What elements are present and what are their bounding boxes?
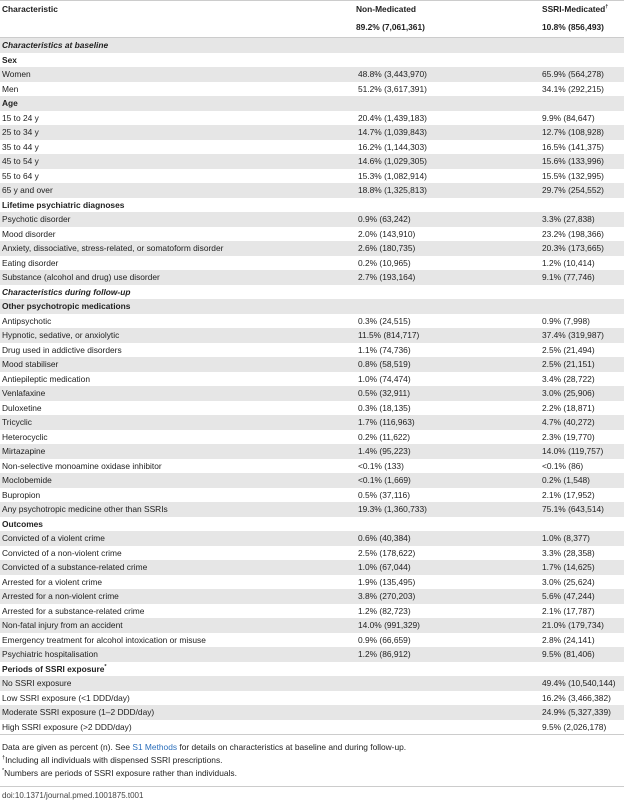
footnote-text-3: Numbers are periods of SSRI exposure rather than individuals. [4, 768, 237, 778]
row-label [0, 314, 354, 329]
table-row [0, 647, 624, 662]
ssri-medicated-value: 23.2% (198,366) [542, 228, 604, 239]
row-label [0, 372, 354, 387]
total-non-medicated: 89.2% (7,061,361) [354, 18, 540, 38]
ssri-medicated-value: 75.1% (643,514) [540, 502, 624, 517]
ssri-medicated-value: 0.2% (1,548) [540, 473, 624, 488]
row-label [0, 401, 354, 416]
header-ssri-label: SSRI-Medicated [542, 4, 606, 15]
table-row [0, 241, 624, 256]
table-row [0, 328, 624, 343]
ssri-medicated-value: 9.9% (84,647) [542, 112, 595, 123]
row-label [0, 459, 354, 474]
table-row [0, 67, 624, 82]
row-label-text: Emergency treatment for alcohol intoxication or misuse [2, 634, 206, 645]
header-characteristic: Characteristic [0, 1, 354, 19]
non-medicated-value: <0.1% (133) [358, 460, 404, 471]
ssri-medicated-value: 24.9% (5,327,339) [540, 705, 624, 720]
row-label-text: Psychotic disorder [2, 214, 71, 225]
ssri-medicated-value: 37.4% (319,987) [540, 328, 624, 343]
asterisk-mark: * [2, 768, 5, 775]
table-row [0, 227, 624, 242]
row-label [0, 328, 354, 343]
row-label-text: Anxiety, dissociative, stress-related, or somatoform disorder [2, 243, 224, 254]
row-label-text: Duloxetine [2, 402, 42, 413]
row-label [0, 444, 354, 459]
row-label [0, 386, 354, 401]
ssri-medicated-value: 14.0% (119,757) [540, 444, 624, 459]
non-medicated-value: 0.3% (18,135) [358, 402, 411, 413]
non-medicated-value: 0.6% (40,384) [354, 531, 540, 546]
ssri-medicated-value: 16.2% (3,466,382) [542, 692, 611, 703]
dagger-mark: † [2, 755, 6, 762]
footnote-text-1b: for details on characteristics at baseline and during follow-up. [177, 742, 407, 752]
non-medicated-value: 0.3% (24,515) [358, 315, 411, 326]
row-label [0, 183, 354, 198]
non-medicated-value: 14.6% (1,029,305) [354, 154, 540, 169]
table-row [0, 140, 624, 155]
doi-text[interactable]: doi:10.1371/journal.pmed.1001875.t001 [2, 791, 144, 800]
row-label-text: Arrested for a non-violent crime [2, 591, 119, 602]
non-medicated-value: 14.7% (1,039,843) [354, 125, 540, 140]
non-medicated-value [354, 676, 540, 691]
row-label [0, 618, 354, 633]
table-row [0, 314, 624, 329]
ssri-medicated-value: 3.3% (27,838) [540, 212, 624, 227]
ssri-medicated-value: 2.1% (17,787) [542, 605, 595, 616]
subhead-row [0, 662, 624, 677]
ssri-medicated-value: 2.8% (24,141) [542, 634, 595, 645]
row-label [0, 575, 354, 590]
row-label [0, 96, 354, 111]
row-label-text: Bupropion [2, 489, 41, 500]
row-label [0, 430, 354, 445]
non-medicated-value: 48.8% (3,443,970) [354, 67, 540, 82]
ssri-medicated-value: 9.5% (2,026,178) [540, 720, 624, 735]
table-row [0, 546, 624, 561]
row-label-text: Antipsychotic [2, 315, 52, 326]
row-label-text: Psychiatric hospitalisation [2, 649, 98, 660]
non-medicated-value: 51.2% (3,617,391) [358, 83, 427, 94]
row-label [0, 691, 354, 706]
non-medicated-value: 2.0% (143,910) [358, 228, 416, 239]
row-label-text: Convicted of a violent crime [2, 533, 105, 544]
row-label [0, 154, 354, 169]
non-medicated-value [354, 285, 540, 300]
row-label-text: Any psychotropic medicine other than SSRIs [2, 504, 168, 515]
row-label-text: Drug used in addictive disorders [2, 344, 122, 355]
row-label-text: 65 y and over [2, 185, 53, 196]
ssri-medicated-value: 21.0% (179,734) [540, 618, 624, 633]
ssri-medicated-value: 1.2% (10,414) [542, 257, 595, 268]
non-medicated-value: 18.8% (1,325,813) [354, 183, 540, 198]
table-row [0, 82, 624, 97]
section-row [0, 285, 624, 300]
row-label [0, 82, 354, 97]
row-label-text: Venlafaxine [2, 388, 46, 399]
row-label [0, 38, 354, 53]
non-medicated-value: 3.8% (270,203) [354, 589, 540, 604]
row-label-text: Substance (alcohol and drug) use disorder [2, 272, 160, 283]
ssri-medicated-value: 65.9% (564,278) [540, 67, 624, 82]
non-medicated-value: 0.9% (66,659) [358, 634, 411, 645]
ssri-medicated-value: 20.3% (173,665) [540, 241, 624, 256]
ssri-medicated-value: 2.3% (19,770) [542, 431, 595, 442]
row-label-text: Mood stabiliser [2, 359, 59, 370]
row-label-text: Men [2, 83, 19, 94]
row-label [0, 488, 354, 503]
row-label-text: Arrested for a violent crime [2, 576, 103, 587]
non-medicated-value: 1.1% (74,736) [358, 344, 411, 355]
ssri-medicated-value [540, 517, 624, 532]
row-label [0, 531, 354, 546]
row-label-text: Characteristics during follow-up [2, 286, 131, 297]
table-row [0, 444, 624, 459]
row-label [0, 198, 354, 213]
row-label-text: Age [2, 98, 18, 109]
non-medicated-value: 2.7% (193,164) [354, 270, 540, 285]
row-label [0, 169, 354, 184]
ssri-medicated-value: 3.0% (25,624) [542, 576, 595, 587]
ssri-medicated-value: 1.7% (14,625) [540, 560, 624, 575]
table-row [0, 575, 624, 590]
row-label [0, 633, 354, 648]
table-row [0, 589, 624, 604]
table-row [0, 343, 624, 358]
ssri-medicated-value: 0.9% (7,998) [542, 315, 590, 326]
non-medicated-value: 2.5% (178,622) [358, 547, 416, 558]
table-row [0, 256, 624, 271]
table-row [0, 459, 624, 474]
row-label-text: Convicted of a substance-related crime [2, 562, 148, 573]
table-row [0, 531, 624, 546]
table-row [0, 618, 624, 633]
non-medicated-value: 0.8% (58,519) [354, 357, 540, 372]
row-label [0, 720, 354, 735]
row-label-text: Hypnotic, sedative, or anxiolytic [2, 330, 120, 341]
row-label [0, 53, 354, 68]
non-medicated-value [354, 53, 540, 68]
row-label-text: 45 to 54 y [2, 156, 39, 167]
row-label [0, 705, 354, 720]
ssri-medicated-value: 9.5% (81,406) [540, 647, 624, 662]
row-label-text: Mood disorder [2, 228, 56, 239]
row-label-text: Non-fatal injury from an accident [2, 620, 123, 631]
table-row [0, 415, 624, 430]
row-label-text: 35 to 44 y [2, 141, 39, 152]
row-label-text: Characteristics at baseline [2, 40, 109, 51]
row-label [0, 299, 354, 314]
table-row [0, 401, 624, 416]
ssri-medicated-value: 49.4% (10,540,144) [540, 676, 624, 691]
non-medicated-value [354, 691, 540, 706]
table-header-row [0, 1, 624, 19]
table-row [0, 502, 624, 517]
subhead-row [0, 96, 624, 111]
table-row [0, 386, 624, 401]
header-dagger-mark: † [605, 4, 609, 11]
header-non-medicated: Non-Medicated [354, 1, 540, 19]
row-label-text: Women [2, 69, 31, 80]
ssri-medicated-value [540, 299, 624, 314]
row-label-text: Convicted of a non-violent crime [2, 547, 122, 558]
table-row [0, 169, 624, 184]
ssri-medicated-value: 1.0% (8,377) [540, 531, 624, 546]
subhead-row [0, 198, 624, 213]
non-medicated-value: 0.9% (63,242) [354, 212, 540, 227]
row-label-text: Non-selective monoamine oxidase inhibitor [2, 460, 162, 471]
table-row [0, 691, 624, 706]
table-row [0, 604, 624, 619]
row-label [0, 604, 354, 619]
row-label-text: 15 to 24 y [2, 112, 39, 123]
table-row [0, 430, 624, 445]
table-footnotes [2, 743, 406, 782]
subhead-row [0, 299, 624, 314]
non-medicated-value: 2.6% (180,735) [354, 241, 540, 256]
row-label [0, 647, 354, 662]
row-label [0, 343, 354, 358]
ssri-medicated-value [540, 96, 624, 111]
ssri-medicated-value [540, 285, 624, 300]
footnote-asterisk [2, 769, 406, 782]
non-medicated-value [354, 705, 540, 720]
total-ssri-medicated: 10.8% (856,493) [540, 18, 624, 38]
row-label-text: High SSRI exposure (>2 DDD/day) [2, 721, 132, 732]
ssri-medicated-value: 3.0% (25,906) [540, 386, 624, 401]
table-row [0, 560, 624, 575]
row-label-text: Moclobemide [2, 475, 52, 486]
row-label [0, 67, 354, 82]
row-label-text: Low SSRI exposure (<1 DDD/day) [2, 692, 130, 703]
non-medicated-value: 1.4% (95,223) [354, 444, 540, 459]
table-row [0, 270, 624, 285]
non-medicated-value: 1.7% (116,963) [354, 415, 540, 430]
non-medicated-value: <0.1% (1,669) [354, 473, 540, 488]
row-label [0, 140, 354, 155]
non-medicated-value: 0.5% (37,116) [358, 489, 410, 500]
table-row [0, 676, 624, 691]
non-medicated-value: 1.2% (86,912) [354, 647, 540, 662]
ssri-medicated-value: 15.5% (132,995) [542, 170, 604, 181]
ssri-medicated-value: 2.5% (21,494) [542, 344, 595, 355]
footnote-text-1a: Data are given as percent (n). See [2, 742, 133, 752]
ssri-medicated-value: 3.3% (28,358) [542, 547, 595, 558]
ssri-medicated-value: 9.1% (77,746) [540, 270, 624, 285]
ssri-medicated-value: 3.4% (28,722) [542, 373, 595, 384]
ssri-medicated-value: 2.2% (18,871) [542, 402, 595, 413]
ssri-medicated-value: 34.1% (292,215) [542, 83, 604, 94]
doi-line [0, 786, 624, 800]
non-medicated-value: 20.4% (1,439,183) [358, 112, 427, 123]
row-label [0, 517, 354, 532]
row-label [0, 589, 354, 604]
row-label [0, 212, 354, 227]
table-row [0, 372, 624, 387]
non-medicated-value: 0.2% (10,965) [358, 257, 411, 268]
row-label-text: No SSRI exposure [2, 678, 72, 689]
ssri-medicated-value [540, 662, 624, 677]
row-label [0, 546, 354, 561]
table-row [0, 125, 624, 140]
row-footnote-mark: * [104, 663, 107, 670]
ssri-medicated-value: 4.7% (40,272) [540, 415, 624, 430]
row-label [0, 270, 354, 285]
non-medicated-value: 1.9% (135,495) [358, 576, 416, 587]
subhead-row [0, 517, 624, 532]
table-row [0, 633, 624, 648]
row-label [0, 357, 354, 372]
non-medicated-value [354, 299, 540, 314]
row-label-text: Other psychotropic medications [2, 301, 131, 312]
row-label-text: Heterocyclic [2, 431, 48, 442]
non-medicated-value: 0.2% (11,622) [358, 431, 410, 442]
table-row [0, 183, 624, 198]
ssri-medicated-value: 29.7% (254,552) [540, 183, 624, 198]
ssri-medicated-value [540, 198, 624, 213]
ssri-medicated-value: 2.5% (21,151) [540, 357, 624, 372]
row-label [0, 241, 354, 256]
section-row [0, 38, 624, 53]
row-label [0, 560, 354, 575]
non-medicated-value [354, 38, 540, 53]
row-label [0, 285, 354, 300]
subhead-row [0, 53, 624, 68]
table-row [0, 705, 624, 720]
non-medicated-value: 1.2% (82,723) [358, 605, 411, 616]
non-medicated-value: 1.0% (67,044) [354, 560, 540, 575]
table-body [0, 38, 624, 735]
ssri-medicated-value: 5.6% (47,244) [540, 589, 624, 604]
non-medicated-value [354, 96, 540, 111]
non-medicated-value: 14.0% (991,329) [354, 618, 540, 633]
row-label [0, 111, 354, 126]
row-label-text: Outcomes [2, 518, 43, 529]
table-row [0, 111, 624, 126]
non-medicated-value [354, 720, 540, 735]
row-label [0, 256, 354, 271]
row-label-text: Lifetime psychiatric diagnoses [2, 199, 125, 210]
row-label-text: 55 to 64 y [2, 170, 39, 181]
ssri-medicated-value: 16.5% (141,375) [542, 141, 604, 152]
non-medicated-value [354, 662, 540, 677]
non-medicated-value: 19.3% (1,360,733) [354, 502, 540, 517]
row-label-text: Mirtazapine [2, 446, 46, 457]
ssri-medicated-value: 12.7% (108,928) [540, 125, 624, 140]
non-medicated-value: 15.3% (1,082,914) [358, 170, 427, 181]
row-label-text: Antiepileptic medication [2, 373, 90, 384]
ssri-medicated-value [540, 38, 624, 53]
row-label-text: Eating disorder [2, 257, 59, 268]
non-medicated-value: 1.0% (74,474) [358, 373, 411, 384]
row-label-text: Arrested for a substance-related crime [2, 605, 145, 616]
row-label [0, 415, 354, 430]
header-ssri-medicated [540, 1, 624, 19]
ssri-medicated-value: <0.1% (86) [542, 460, 584, 471]
row-label-text: Tricyclic [2, 417, 32, 428]
row-label [0, 662, 354, 677]
ssri-medicated-value: 2.1% (17,952) [542, 489, 595, 500]
table-totals-row [0, 18, 624, 38]
non-medicated-value: 0.5% (32,911) [354, 386, 540, 401]
ssri-medicated-value: 15.6% (133,996) [540, 154, 624, 169]
non-medicated-value: 11.5% (814,717) [354, 328, 540, 343]
row-label [0, 676, 354, 691]
non-medicated-value [354, 198, 540, 213]
non-medicated-value [354, 517, 540, 532]
table-row [0, 473, 624, 488]
table-row [0, 357, 624, 372]
row-label [0, 502, 354, 517]
row-label-text: 25 to 34 y [2, 127, 39, 138]
table-row [0, 154, 624, 169]
row-label-text: Sex [2, 54, 17, 65]
row-label-text: Moderate SSRI exposure (1–2 DDD/day) [2, 707, 155, 718]
table-row [0, 720, 624, 735]
table-row [0, 212, 624, 227]
s1-methods-link[interactable]: S1 Methods [132, 742, 178, 752]
totals-empty [0, 18, 354, 38]
footnote-text-2: Including all individuals with dispensed SSRI prescriptions. [5, 755, 223, 765]
row-label [0, 125, 354, 140]
non-medicated-value: 16.2% (1,144,303) [358, 141, 427, 152]
row-label [0, 227, 354, 242]
table-row [0, 488, 624, 503]
row-label-text: Periods of SSRI exposure [2, 663, 105, 674]
ssri-medicated-value [540, 53, 624, 68]
row-label [0, 473, 354, 488]
